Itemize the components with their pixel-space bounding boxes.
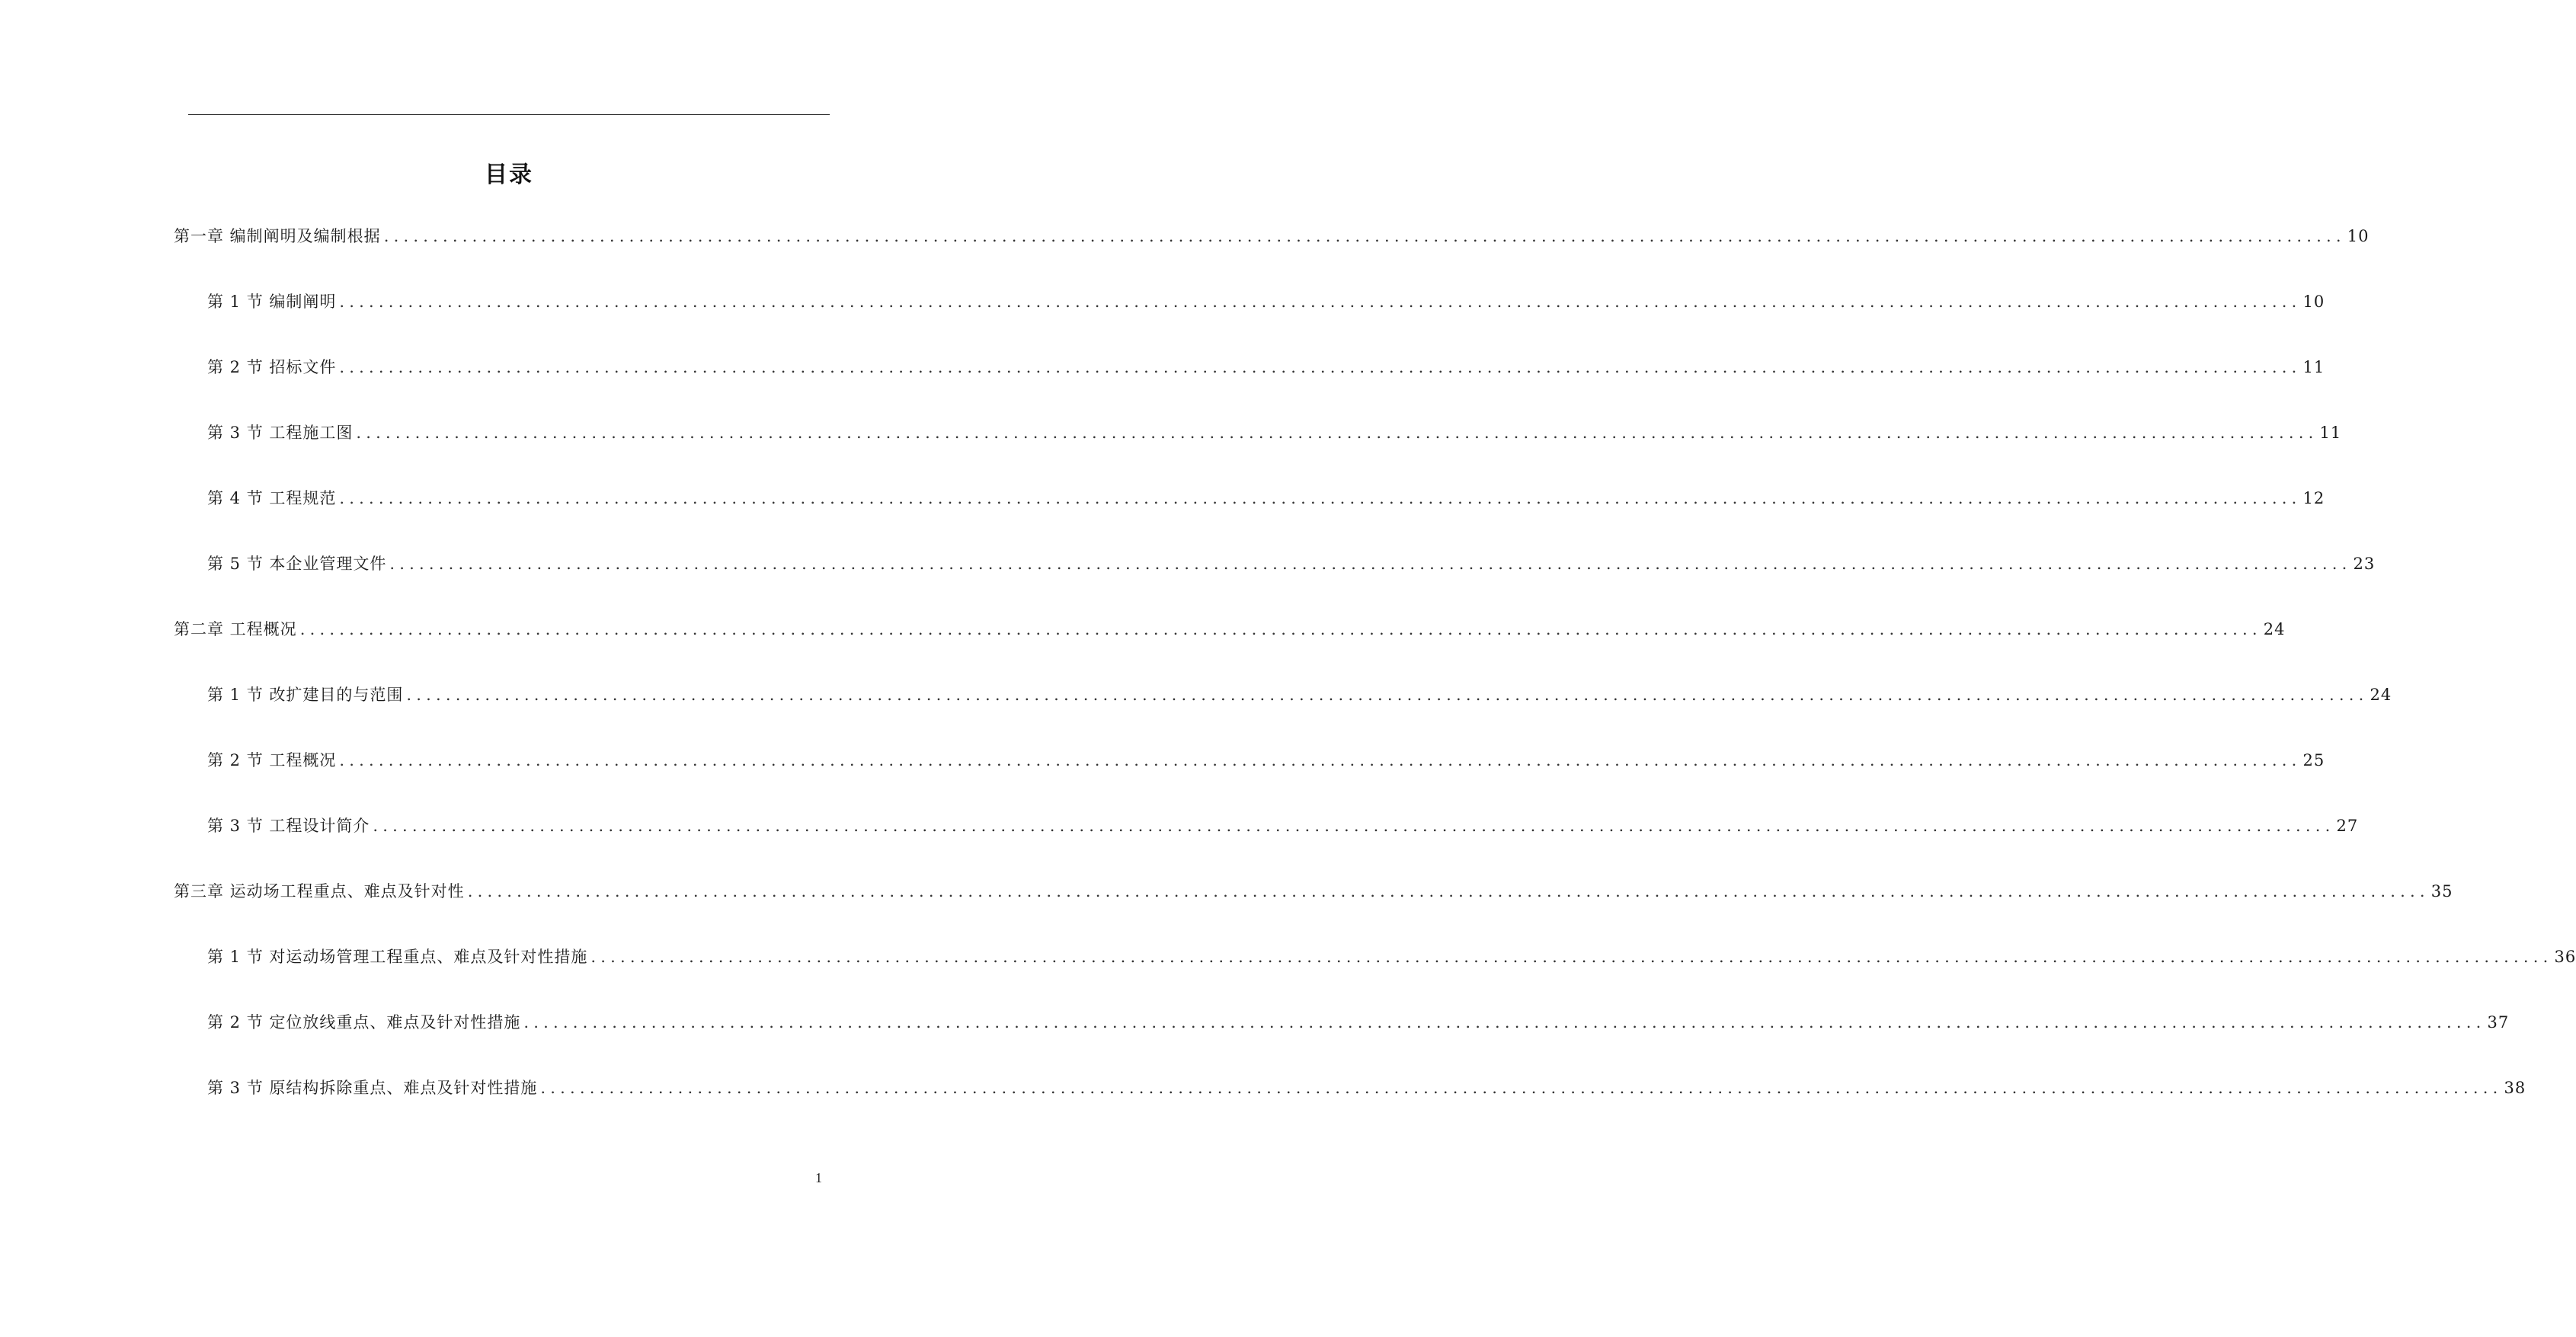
toc-entry-section[interactable] — [207, 747, 2325, 773]
toc-entry-label: 第 1 节 对运动场管理工程重点、难点及针对性措施 — [207, 948, 588, 966]
toc-leader-dots: ........................................................................................................................................................................................................ — [299, 620, 2262, 638]
page-number: 1 — [815, 1170, 822, 1185]
toc-leader-dots: ........................................................................................................................................................................................................ — [383, 227, 2346, 245]
toc-leader-dots: ........................................................................................................................................................................................................ — [389, 555, 2352, 573]
toc-leader-dots: ........................................................................................................................................................................................................ — [339, 358, 2302, 376]
toc-entry-label: 第 2 节 工程概况 — [207, 751, 337, 769]
toc-leader-dots: ........................................................................................................................................................................................................ — [339, 751, 2302, 769]
toc-entry-page: 37 — [2487, 1013, 2510, 1032]
toc-entry-section[interactable] — [207, 1009, 2510, 1035]
toc-entry-page: 10 — [2347, 227, 2370, 245]
toc-entry-page: 10 — [2302, 293, 2325, 311]
toc-entry-section[interactable] — [207, 354, 2325, 380]
toc-entry-label: 第 2 节 定位放线重点、难点及针对性措施 — [207, 1013, 521, 1032]
toc-entry-label: 第 4 节 工程规范 — [207, 489, 337, 507]
toc-entry-section[interactable] — [207, 551, 2376, 577]
toc-leader-dots: ........................................................................................................................................................................................................ — [406, 686, 2369, 704]
toc-leader-dots: ........................................................................................................................................................................................................ — [339, 489, 2302, 507]
toc-entry-chapter-1[interactable] — [174, 223, 2370, 249]
toc-entry-label: 第 5 节 本企业管理文件 — [207, 555, 387, 573]
toc-entry-page: 27 — [2336, 817, 2359, 835]
toc-entry-page: 11 — [2319, 424, 2342, 442]
toc-leader-dots: ........................................................................................................................................................................................................ — [540, 1079, 2503, 1097]
toc-entry-section[interactable] — [207, 1075, 2526, 1101]
toc-entry-label: 第三章 运动场工程重点、难点及针对性 — [174, 882, 465, 900]
toc-entry-page: 35 — [2430, 882, 2453, 900]
toc-leader-dots: ........................................................................................................................................................................................................ — [339, 293, 2302, 311]
toc-entry-label: 第 3 节 原结构拆除重点、难点及针对性措施 — [207, 1079, 538, 1097]
header-rule — [188, 114, 830, 115]
toc-entry-label: 第 1 节 编制阐明 — [207, 293, 337, 311]
toc-entry-label: 第 3 节 工程设计简介 — [207, 817, 370, 835]
toc-entry-label: 第 1 节 改扩建目的与范围 — [207, 686, 404, 704]
toc-leader-dots: ........................................................................................................................................................................................................ — [373, 817, 2335, 835]
toc-entry-page: 24 — [2370, 686, 2392, 704]
toc-entry-label: 第 3 节 工程施工图 — [207, 424, 354, 442]
toc-entry-label: 第二章 工程概况 — [174, 620, 297, 638]
toc-leader-dots: ........................................................................................................................................................................................................ — [523, 1013, 2486, 1032]
toc-entry-section[interactable] — [207, 682, 2392, 708]
toc-entry-page: 12 — [2302, 489, 2325, 507]
toc-entry-section[interactable] — [207, 813, 2359, 839]
toc-entry-page: 25 — [2302, 751, 2325, 769]
toc-leader-dots: ........................................................................................................................................................................................................ — [590, 948, 2553, 966]
toc-entry-section[interactable] — [207, 289, 2325, 315]
toc-entry-section[interactable] — [207, 485, 2325, 511]
toc-title: 目录 — [485, 162, 533, 188]
toc-entry-section[interactable] — [207, 420, 2342, 446]
toc-entry-chapter-3[interactable] — [174, 878, 2453, 904]
toc-entry-page: 36 — [2554, 948, 2576, 966]
toc-entry-chapter-2[interactable] — [174, 616, 2286, 642]
toc-entry-page: 38 — [2504, 1079, 2526, 1097]
toc-entry-page: 24 — [2263, 620, 2286, 638]
toc-entry-page: 11 — [2302, 358, 2325, 376]
toc-leader-dots: ........................................................................................................................................................................................................ — [467, 882, 2430, 900]
toc-entry-page: 23 — [2353, 555, 2376, 573]
toc-entry-label: 第一章 编制阐明及编制根据 — [174, 227, 381, 245]
toc-entry-section[interactable] — [207, 944, 2576, 970]
toc-entry-label: 第 2 节 招标文件 — [207, 358, 337, 376]
toc-leader-dots: ........................................................................................................................................................................................................ — [356, 424, 2318, 442]
